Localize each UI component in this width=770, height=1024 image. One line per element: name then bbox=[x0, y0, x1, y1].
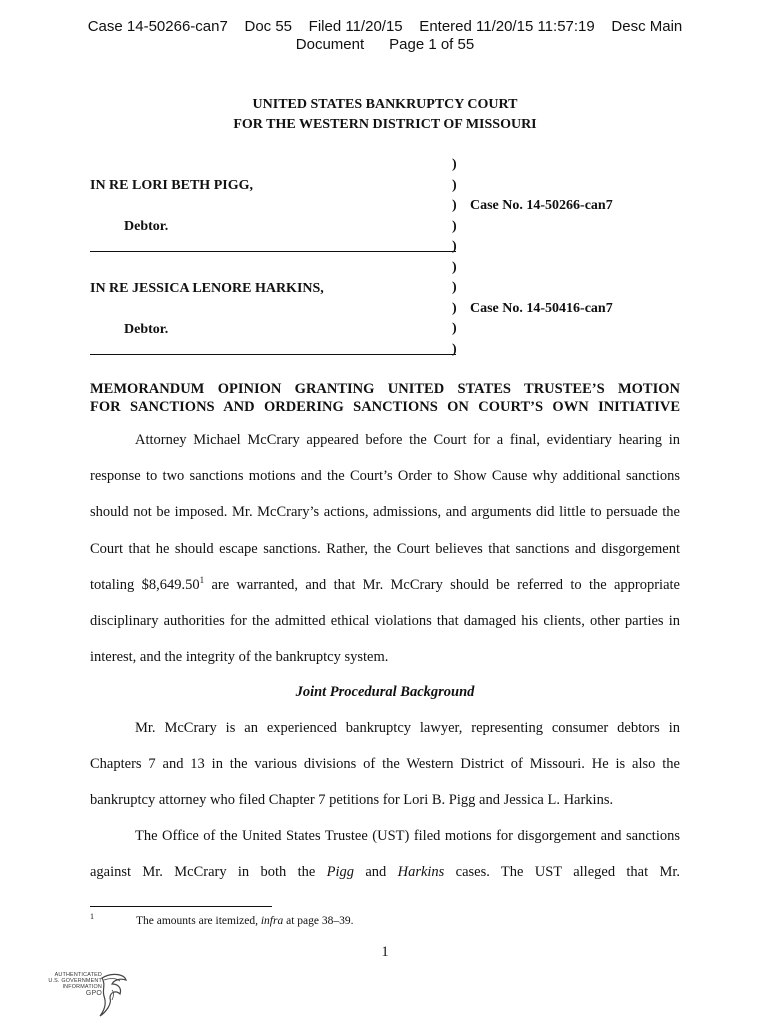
caption-paren: ) bbox=[452, 341, 457, 357]
caption-paren: ) bbox=[452, 157, 457, 172]
case2-debtor-label: Debtor. bbox=[124, 322, 169, 337]
ecf-header bbox=[0, 18, 770, 54]
opinion-title-line2: FOR SANCTIONS AND ORDERING SANCTIONS ON COURT’S OWN INITIATIVE bbox=[90, 399, 680, 415]
footnote-text-a: The amounts are itemized, bbox=[136, 915, 261, 927]
ecf-header-line2: Document Page 1 of 55 bbox=[295, 36, 475, 53]
gpo-authentication-seal bbox=[30, 972, 130, 1018]
opinion-title-line1: MEMORANDUM OPINION GRANTING UNITED STATES TRUSTEE’S MOTION bbox=[90, 381, 680, 397]
seal-line1: AUTHENTICATED bbox=[54, 972, 102, 978]
paragraph-1 bbox=[90, 422, 680, 675]
eagle-icon bbox=[98, 972, 130, 1018]
paragraph-3-text-b: and bbox=[354, 864, 398, 881]
seal-gpo: GPO bbox=[85, 989, 102, 997]
paragraph-1-text-b: are warranted, and that Mr. McCrary should be referred to the appropriate disciplinary authorities for the admitted ethical violations that damaged his clients, other parties in interest, and the integrity of the bankruptcy system. bbox=[90, 576, 680, 666]
caption-paren: ) bbox=[452, 321, 457, 336]
case2-party: IN RE JESSICA LENORE HARKINS, bbox=[90, 281, 324, 296]
case-caption bbox=[90, 155, 690, 360]
footnote-ref-1[interactable]: 1 bbox=[199, 574, 205, 585]
case2-number: Case No. 14-50416-can7 bbox=[470, 301, 613, 316]
footnote-text-b: at page 38–39. bbox=[283, 915, 354, 927]
court-name-line1: UNITED STATES BANKRUPTCY COURT bbox=[252, 97, 518, 112]
paragraph-1-text-a: Attorney Michael McCrary appeared before the Court for a final, evidentiary hearing in response to two sanctions motions and the Court’s Order to Show Cause why additional sanctions should not be imposed. Mr. McCrary’s actions, admissions, and arguments did little to persuade the Court that he should escape sanctions. Rather, the Court believes that sanctions and disgorgement totaling $8,649.50 bbox=[90, 432, 680, 593]
court-name bbox=[0, 95, 770, 135]
caption-paren: ) bbox=[452, 198, 457, 213]
paragraph-3-case-pigg: Pigg bbox=[326, 864, 355, 881]
caption-paren: ) bbox=[452, 218, 457, 234]
opinion-title bbox=[90, 380, 680, 416]
case1-debtor-label: Debtor. bbox=[124, 219, 169, 234]
seal-line3: INFORMATION bbox=[62, 984, 102, 991]
seal-line2: U.S. GOVERNMENT bbox=[48, 978, 102, 985]
page-number: 1 bbox=[381, 944, 389, 960]
caption-paren: ) bbox=[452, 259, 457, 275]
paragraph-3-text-a: The Office of the United States Trustee (UST) filed motions for disgorgement and sanctions against Mr. McCrary in both the bbox=[90, 828, 680, 881]
footnote-text bbox=[136, 915, 354, 927]
caption-paren: ) bbox=[452, 300, 457, 316]
paragraph-3-text-c: cases. The UST alleged that Mr. bbox=[444, 864, 681, 881]
caption-paren: ) bbox=[452, 280, 457, 295]
case1-party: IN RE LORI BETH PIGG, bbox=[90, 178, 253, 193]
footnote-rule bbox=[90, 906, 272, 907]
caption-paren-column bbox=[452, 155, 462, 360]
caption-paren: ) bbox=[452, 239, 457, 254]
paragraph-2-text: Mr. McCrary is an experienced bankruptcy lawyer, representing consumer debtors in Chapters 7 and 13 in the various divisions of the Western District of Missouri. He is also the bankruptcy attorney who filed Chapter 7 petitions for Lori B. Pigg and Jessica L. Harkins. bbox=[90, 720, 680, 809]
section-heading: Joint Procedural Background bbox=[295, 684, 475, 700]
caption-divider-1 bbox=[90, 251, 456, 252]
paragraph-3-case-harkins: Harkins bbox=[397, 864, 445, 881]
footnote-text-infra: infra bbox=[260, 915, 284, 927]
caption-divider-2 bbox=[90, 354, 456, 355]
paragraph-2 bbox=[90, 710, 680, 819]
footnote-marker: 1 bbox=[90, 912, 94, 921]
paragraph-3 bbox=[90, 818, 680, 890]
case1-number: Case No. 14-50266-can7 bbox=[470, 198, 613, 213]
court-name-line2: FOR THE WESTERN DISTRICT OF MISSOURI bbox=[233, 117, 537, 132]
caption-paren: ) bbox=[452, 177, 457, 193]
ecf-header-line1: Case 14-50266-can7 Doc 55 Filed 11/20/15 Entered 11/20/15 11:57:19 Desc Main bbox=[87, 18, 683, 35]
seal-text bbox=[30, 972, 102, 997]
